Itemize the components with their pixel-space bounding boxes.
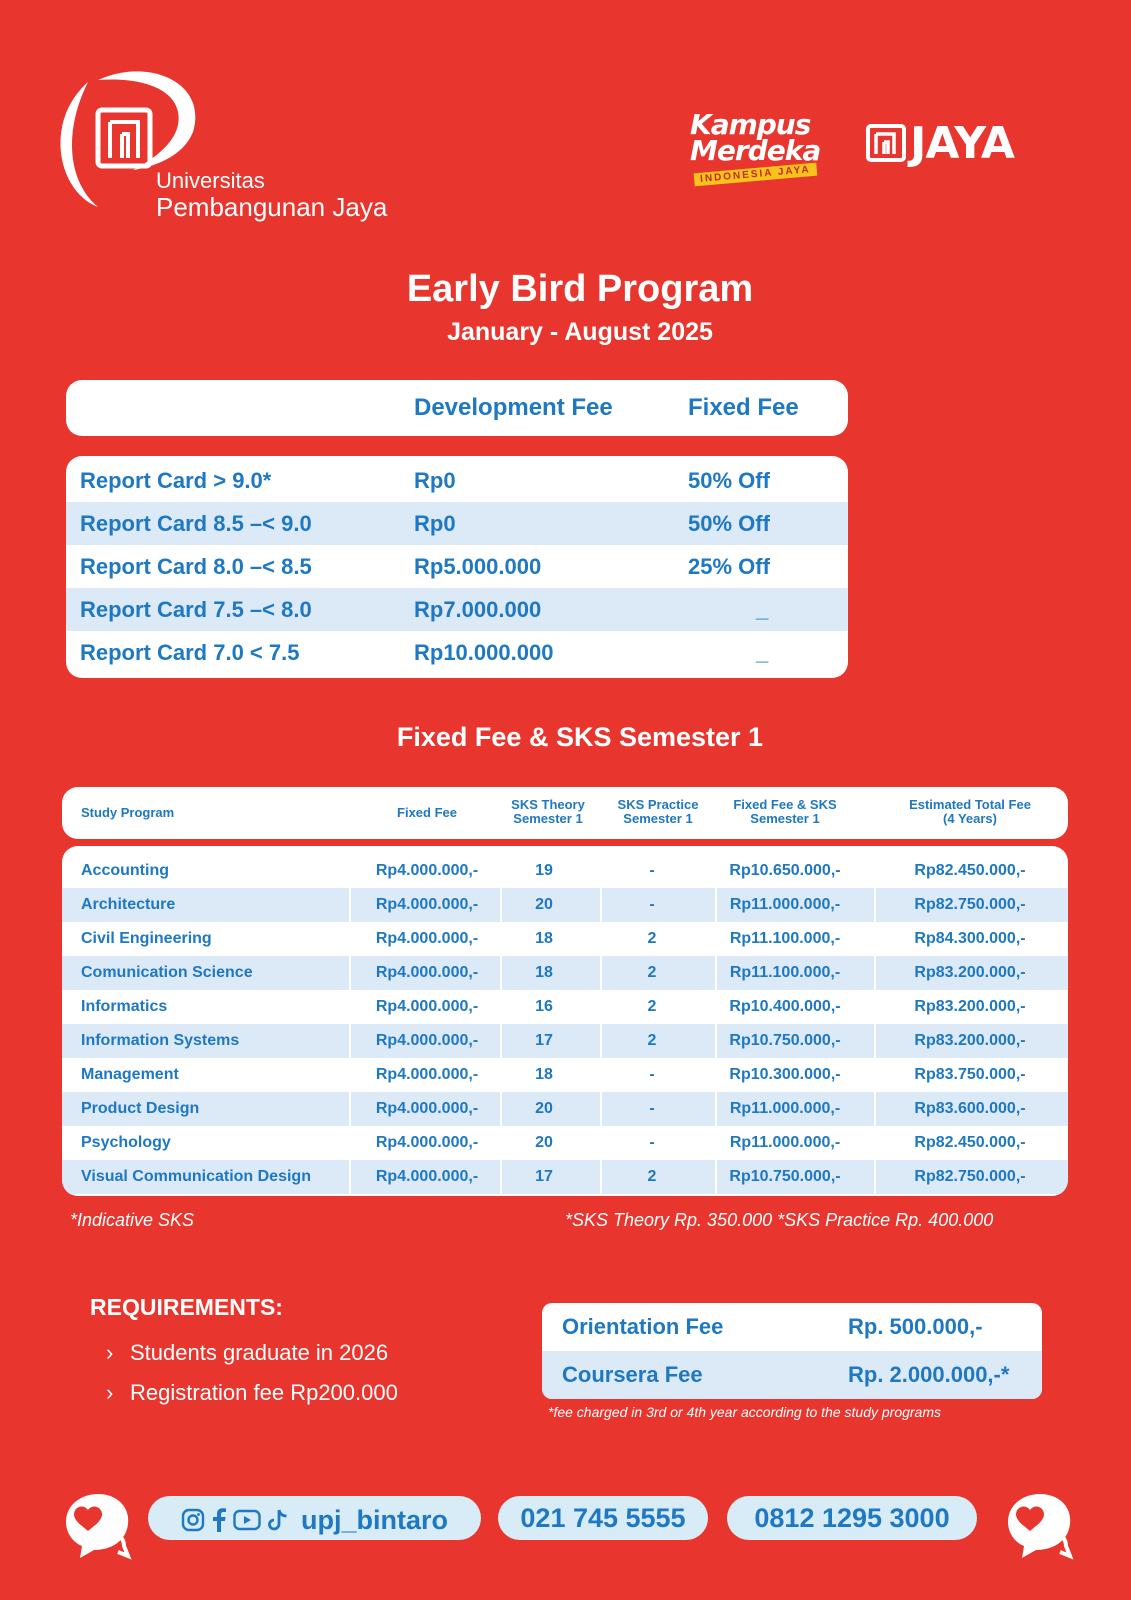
kampus-logo-line2: Merdeka bbox=[690, 134, 821, 167]
column-divider bbox=[600, 1024, 602, 1058]
requirement-item bbox=[106, 1340, 388, 1366]
social-handle-pill[interactable] bbox=[148, 1496, 481, 1540]
fixed-fee-cell: 50% Off bbox=[688, 468, 770, 493]
sks-practice-cell: - bbox=[649, 1100, 655, 1117]
youtube-icon[interactable] bbox=[233, 1508, 261, 1532]
development-fee-cell: Rp7.000.000 bbox=[414, 597, 542, 622]
fixed-fee-sks-cell: Rp10.650.000,- bbox=[729, 862, 841, 879]
sks-practice-cell: 2 bbox=[647, 998, 657, 1015]
table-row bbox=[66, 588, 848, 631]
column-divider bbox=[600, 1160, 602, 1194]
program-cell: Information Systems bbox=[81, 1032, 240, 1049]
fee-label: Coursera Fee bbox=[562, 1362, 703, 1387]
early-bird-period: January - August 2025 bbox=[447, 318, 713, 346]
column-divider bbox=[600, 888, 602, 922]
column-divider bbox=[874, 888, 876, 922]
estimated-total-cell: Rp84.300.000,- bbox=[914, 930, 1026, 947]
sks-practice-cell: 2 bbox=[647, 1032, 657, 1049]
estimated-total-cell: Rp83.600.000,- bbox=[914, 1100, 1026, 1117]
whatsapp-pill[interactable]: 0812 1295 3000 bbox=[727, 1496, 977, 1540]
column-divider bbox=[349, 956, 351, 990]
fixed-fee-sks-cell: Rp11.100.000,- bbox=[729, 964, 841, 981]
column-estimated-total-line2: (4 Years) bbox=[943, 811, 997, 826]
table-row bbox=[62, 1160, 1068, 1194]
fixed-fee-cell: Rp4.000.000,- bbox=[375, 998, 479, 1015]
sks-theory-cell: 18 bbox=[535, 930, 553, 947]
program-cell: Comunication Science bbox=[81, 964, 253, 981]
fixed-fee-cell: Rp4.000.000,- bbox=[375, 1100, 479, 1117]
fixed-fee-cell: Rp4.000.000,- bbox=[375, 862, 479, 879]
column-divider bbox=[349, 1024, 351, 1058]
criteria-cell: Report Card 8.0 –< 8.5 bbox=[80, 554, 312, 579]
fixed-fee-sks-cell: Rp11.000.000,- bbox=[729, 1100, 841, 1117]
early-bird-header bbox=[66, 380, 848, 436]
requirement-text: Registration fee Rp200.000 bbox=[130, 1380, 398, 1405]
table-row bbox=[62, 990, 1068, 1024]
development-fee-cell: Rp5.000.000 bbox=[414, 554, 542, 579]
estimated-total-cell: Rp83.750.000,- bbox=[914, 1066, 1026, 1083]
kampus-logo-tag: INDONESIA JAYA bbox=[694, 163, 817, 187]
column-divider bbox=[349, 1092, 351, 1126]
sks-theory-cell: 20 bbox=[535, 1100, 553, 1117]
development-fee-cell: Rp0 bbox=[414, 511, 456, 536]
column-divider bbox=[874, 1092, 876, 1126]
estimated-total-cell: Rp83.200.000,- bbox=[914, 1032, 1026, 1049]
table-row bbox=[62, 1024, 1068, 1058]
program-cell: Accounting bbox=[81, 862, 169, 879]
fixed-fee-cell: Rp4.000.000,- bbox=[375, 1066, 479, 1083]
program-cell: Informatics bbox=[81, 998, 168, 1015]
jaya-logo-text: JAYA bbox=[910, 118, 1014, 169]
university-name-line2: Pembangunan Jaya bbox=[156, 192, 388, 222]
table-row bbox=[542, 1351, 1042, 1399]
criteria-cell: Report Card 8.5 –< 9.0 bbox=[80, 511, 312, 536]
chevron-right-icon: › bbox=[106, 1340, 114, 1365]
program-cell: Management bbox=[81, 1066, 179, 1083]
sks-theory-cell: 17 bbox=[535, 1168, 553, 1185]
sks-practice-cell: 2 bbox=[647, 930, 657, 947]
table-row bbox=[62, 1126, 1068, 1160]
sks-practice-cell: - bbox=[649, 862, 655, 879]
criteria-cell: Report Card 7.5 –< 8.0 bbox=[80, 597, 312, 622]
sks-practice-cell: - bbox=[649, 896, 655, 913]
fixed-fee-cell: Rp4.000.000,- bbox=[375, 930, 479, 947]
kampus-merdeka-logo bbox=[690, 108, 840, 190]
sks-theory-cell: 20 bbox=[535, 896, 553, 913]
table-row bbox=[62, 1058, 1068, 1092]
fee-table bbox=[62, 846, 1068, 1196]
chat-heart-icon bbox=[60, 1490, 132, 1560]
fixed-fee-cell: Rp4.000.000,- bbox=[375, 964, 479, 981]
criteria-cell: Report Card 7.0 < 7.5 bbox=[80, 640, 300, 665]
column-divider bbox=[500, 1092, 502, 1126]
instagram-icon[interactable] bbox=[181, 1508, 205, 1532]
column-divider bbox=[349, 1160, 351, 1194]
program-cell: Civil Engineering bbox=[81, 930, 212, 947]
table-row bbox=[542, 1303, 1042, 1351]
program-cell: Psychology bbox=[81, 1134, 171, 1151]
sks-theory-cell: 17 bbox=[535, 1032, 553, 1049]
sks-theory-cell: 19 bbox=[535, 862, 553, 879]
fee-value: Rp. 500.000,- bbox=[848, 1314, 983, 1339]
table-row bbox=[62, 922, 1068, 956]
column-divider bbox=[500, 1160, 502, 1194]
program-cell: Architecture bbox=[81, 896, 176, 913]
jaya-logo bbox=[866, 118, 1076, 170]
fixed-fee-cell: 25% Off bbox=[688, 554, 770, 579]
sks-theory-cell: 20 bbox=[535, 1134, 553, 1151]
fee-table-header bbox=[62, 787, 1068, 839]
column-estimated-total bbox=[878, 798, 1062, 826]
fixed-fee-sks-cell: Rp10.300.000,- bbox=[729, 1066, 841, 1083]
facebook-icon[interactable] bbox=[211, 1508, 227, 1532]
chat-heart-icon bbox=[1002, 1490, 1074, 1560]
sks-practice-cell: - bbox=[649, 1066, 655, 1083]
sks-practice-cell: - bbox=[649, 1134, 655, 1151]
fixed-fee-sks-cell: Rp10.400.000,- bbox=[729, 998, 841, 1015]
column-estimated-total-line1: Estimated Total Fee bbox=[909, 797, 1031, 812]
column-divider bbox=[500, 1024, 502, 1058]
note-sks-prices: *SKS Theory Rp. 350.000 *SKS Practice Rp. 400.000 bbox=[565, 1210, 994, 1230]
estimated-total-cell: Rp82.450.000,- bbox=[914, 1134, 1026, 1151]
table-row bbox=[66, 545, 848, 588]
early-bird-table bbox=[66, 456, 848, 678]
column-development-fee: Development Fee bbox=[414, 394, 613, 421]
column-sks-practice-line2: Semester 1 bbox=[623, 811, 693, 826]
fixed-fee-cell: _ bbox=[756, 597, 769, 622]
fee-label: Orientation Fee bbox=[562, 1314, 724, 1339]
column-fixed-fee-sks-line2: Semester 1 bbox=[750, 811, 820, 826]
column-fixed-fee: Fixed Fee bbox=[688, 394, 799, 421]
fee-table-title: Fixed Fee & SKS Semester 1 bbox=[396, 722, 764, 752]
table-row bbox=[66, 502, 848, 545]
fixed-fee-cell: _ bbox=[756, 640, 769, 665]
column-divider bbox=[874, 956, 876, 990]
fixed-fee-sks-cell: Rp11.000.000,- bbox=[729, 896, 841, 913]
estimated-total-cell: Rp82.450.000,- bbox=[914, 862, 1026, 879]
development-fee-cell: Rp10.000.000 bbox=[414, 640, 554, 665]
fixed-fee-cell: 50% Off bbox=[688, 511, 770, 536]
column-fixed-fee-sks-line1: Fixed Fee & SKS bbox=[733, 797, 837, 812]
development-fee-cell: Rp0 bbox=[414, 468, 456, 493]
note-indicative-sks: *Indicative SKS bbox=[70, 1210, 195, 1230]
estimated-total-cell: Rp83.200.000,- bbox=[914, 964, 1026, 981]
requirement-item bbox=[106, 1380, 398, 1406]
table-row bbox=[62, 1092, 1068, 1126]
sks-practice-cell: 2 bbox=[647, 964, 657, 981]
column-sks-theory-line1: SKS Theory bbox=[511, 797, 585, 812]
estimated-total-cell: Rp82.750.000,- bbox=[914, 1168, 1026, 1185]
column-divider bbox=[874, 1160, 876, 1194]
program-cell: Product Design bbox=[81, 1100, 200, 1117]
column-sks-practice bbox=[598, 798, 718, 826]
fixed-fee-sks-cell: Rp11.000.000,- bbox=[729, 1134, 841, 1151]
extra-fees-table bbox=[542, 1303, 1042, 1399]
upj-logo bbox=[58, 62, 398, 222]
note-fee-charged: *fee charged in 3rd or 4th year according to the study programs bbox=[548, 1404, 941, 1420]
sks-practice-cell: 2 bbox=[647, 1168, 657, 1185]
fixed-fee-sks-cell: Rp10.750.000,- bbox=[729, 1168, 841, 1185]
column-divider bbox=[600, 1092, 602, 1126]
sks-theory-cell: 16 bbox=[535, 998, 553, 1015]
column-divider bbox=[500, 956, 502, 990]
program-cell: Visual Communication Design bbox=[81, 1168, 311, 1185]
table-row bbox=[62, 956, 1068, 990]
column-divider bbox=[600, 956, 602, 990]
tiktok-icon[interactable] bbox=[267, 1508, 289, 1532]
column-sks-theory-line2: Semester 1 bbox=[513, 811, 583, 826]
social-handle-text: upj_bintaro bbox=[301, 1504, 448, 1535]
table-row bbox=[66, 631, 848, 674]
table-row bbox=[62, 854, 1068, 888]
fixed-fee-sks-cell: Rp11.100.000,- bbox=[729, 930, 841, 947]
estimated-total-cell: Rp82.750.000,- bbox=[914, 896, 1026, 913]
column-fixed-fee-sks bbox=[710, 798, 860, 826]
column-divider bbox=[349, 888, 351, 922]
column-divider bbox=[500, 888, 502, 922]
column-divider bbox=[874, 1024, 876, 1058]
fixed-fee-cell: Rp4.000.000,- bbox=[375, 1134, 479, 1151]
table-row bbox=[66, 459, 848, 502]
fixed-fee-sks-cell: Rp10.750.000,- bbox=[729, 1032, 841, 1049]
fixed-fee-cell: Rp4.000.000,- bbox=[375, 896, 479, 913]
jaya-emblem-icon bbox=[866, 124, 906, 162]
estimated-total-cell: Rp83.200.000,- bbox=[914, 998, 1026, 1015]
column-sks-theory bbox=[488, 798, 608, 826]
fixed-fee-cell: Rp4.000.000,- bbox=[375, 1168, 479, 1185]
fixed-fee-cell: Rp4.000.000,- bbox=[375, 1032, 479, 1049]
chevron-right-icon: › bbox=[106, 1380, 114, 1405]
table-row bbox=[62, 888, 1068, 922]
criteria-cell: Report Card > 9.0* bbox=[80, 468, 272, 493]
kampus-logo-line1: Kampus bbox=[690, 108, 811, 141]
requirement-text: Students graduate in 2026 bbox=[130, 1340, 389, 1365]
university-name-line1: Universitas bbox=[156, 168, 265, 193]
sks-theory-cell: 18 bbox=[535, 1066, 553, 1083]
column-study-program: Study Program bbox=[81, 805, 175, 820]
requirements-title: REQUIREMENTS: bbox=[90, 1294, 283, 1320]
column-sks-practice-line1: SKS Practice bbox=[617, 797, 699, 812]
column-fixed-fee: Fixed Fee bbox=[397, 805, 457, 820]
phone-pill[interactable]: 021 745 5555 bbox=[498, 1496, 708, 1540]
early-bird-title: Early Bird Program bbox=[406, 268, 754, 310]
sks-theory-cell: 18 bbox=[535, 964, 553, 981]
fee-value: Rp. 2.000.000,-* bbox=[848, 1362, 1010, 1387]
